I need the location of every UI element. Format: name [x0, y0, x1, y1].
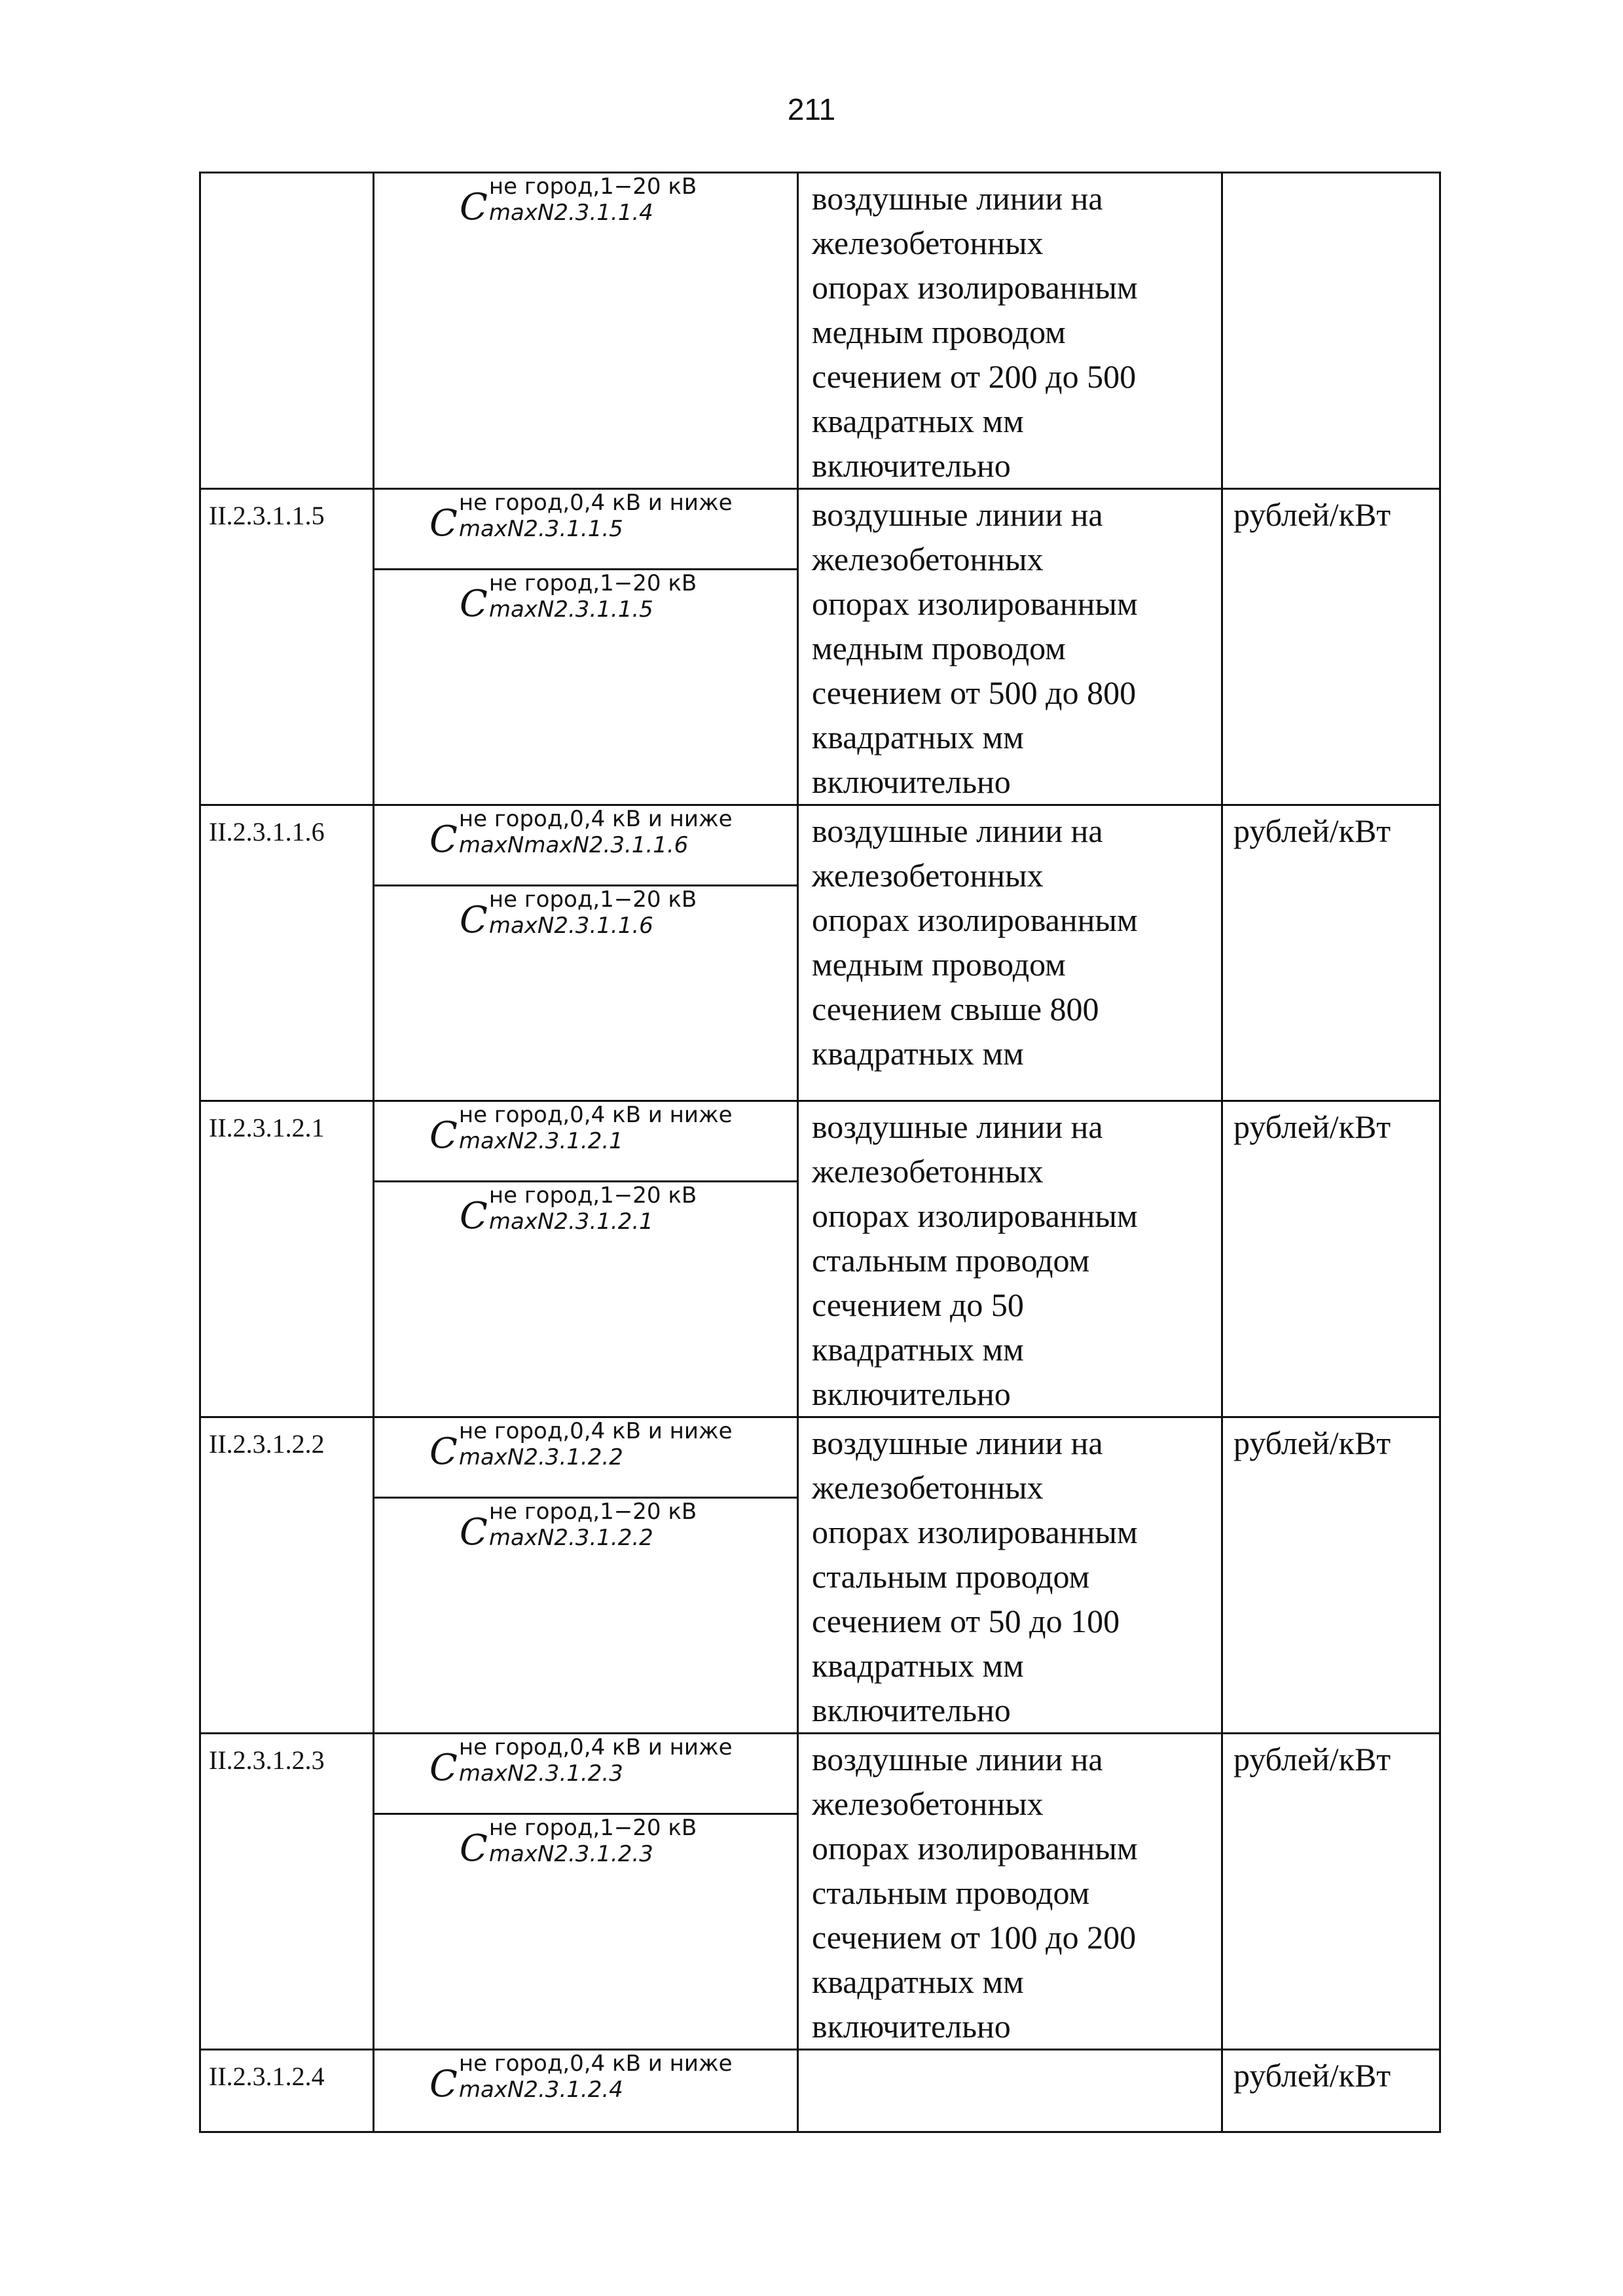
formula-superscript: не город,1−20 кВ — [488, 1815, 697, 1841]
description-line: включительно — [812, 2008, 1011, 2045]
row-unit: рублей/кВт — [1222, 489, 1440, 805]
description-line: опорах изолированным — [812, 269, 1138, 306]
tariff-table — [199, 172, 1441, 2133]
formula-superscript: не город,1−20 кВ — [488, 1182, 697, 1209]
formula — [374, 490, 797, 568]
formula-symbol: C — [429, 1114, 458, 1157]
description-line: воздушные линии на — [812, 1741, 1103, 1777]
formula-symbol: C — [429, 818, 458, 861]
formula — [374, 1102, 797, 1180]
formula-subscript: maxN2.3.1.2.3 — [458, 1760, 623, 1787]
table-row — [200, 1101, 1440, 1417]
formula-superscript: не город,0,4 кВ и ниже — [458, 1734, 733, 1760]
table-row — [200, 173, 1440, 489]
row-code: II.2.3.1.2.3 — [200, 1734, 374, 2050]
description-line: квадратных мм — [812, 1963, 1024, 2000]
formula — [374, 1418, 797, 1497]
description-line: включительно — [812, 1692, 1011, 1728]
table-row — [200, 489, 1440, 805]
description-line: железобетонных — [812, 1785, 1044, 1822]
row-unit: рублей/кВт — [1222, 1417, 1440, 1734]
row-description — [798, 805, 1222, 1101]
description-line: сечением от 500 до 800 — [812, 674, 1137, 711]
formula-superscript: не город,1−20 кВ — [488, 1499, 697, 1525]
description-line: воздушные линии на — [812, 496, 1103, 533]
description-line: включительно — [812, 763, 1011, 800]
formula-symbol: C — [429, 502, 458, 545]
formula-superscript: не город,0,4 кВ и ниже — [458, 490, 733, 516]
description-line: квадратных мм — [812, 1035, 1024, 1072]
formula-subscript: maxN2.3.1.2.2 — [458, 1444, 623, 1470]
formula-cell — [374, 1101, 798, 1417]
description-line: опорах изолированным — [812, 1830, 1138, 1867]
formula-cell — [374, 805, 798, 1101]
description-line: железобетонных — [812, 225, 1044, 261]
formula-subscript: maxN2.3.1.2.3 — [488, 1841, 653, 1867]
formula — [374, 1813, 797, 1887]
description-line: опорах изолированным — [812, 1514, 1138, 1550]
formula — [374, 173, 797, 246]
description-line: железобетонных — [812, 1469, 1044, 1506]
table-body — [200, 173, 1440, 2132]
formula-subscript: maxN2.3.1.2.1 — [488, 1209, 653, 1235]
row-description — [798, 173, 1222, 489]
formula — [374, 806, 797, 884]
row-unit: рублей/кВт — [1222, 1734, 1440, 2050]
row-unit: рублей/кВт — [1222, 1101, 1440, 1417]
row-unit: рублей/кВт — [1222, 2050, 1440, 2132]
formula-subscript: maxN2.3.1.2.4 — [458, 2077, 623, 2103]
description-line: стальным проводом — [812, 1874, 1090, 1911]
description-line: стальным проводом — [812, 1242, 1090, 1279]
row-unit — [1222, 173, 1440, 489]
description-line: воздушные линии на — [812, 180, 1103, 217]
row-code: II.2.3.1.2.1 — [200, 1101, 374, 1417]
row-code — [200, 173, 374, 489]
description-line: включительно — [812, 1376, 1011, 1412]
description-line: включительно — [812, 447, 1011, 484]
formula — [374, 884, 797, 958]
description-line: железобетонных — [812, 1153, 1044, 1190]
formula-symbol: C — [460, 1195, 488, 1237]
formula — [374, 1497, 797, 1571]
row-description — [798, 1417, 1222, 1734]
description-line: медным проводом — [812, 630, 1066, 666]
formula-symbol: C — [429, 1430, 458, 1473]
table-row — [200, 805, 1440, 1101]
formula-symbol: C — [460, 899, 488, 941]
row-description — [798, 1101, 1222, 1417]
table-row — [200, 2050, 1440, 2132]
description-line: воздушные линии на — [812, 1108, 1103, 1145]
formula-superscript: не город,1−20 кВ — [488, 886, 697, 913]
description-line: квадратных мм — [812, 1331, 1024, 1368]
formula-subscript: maxN2.3.1.1.4 — [488, 200, 653, 226]
description-line: сечением до 50 — [812, 1286, 1024, 1323]
description-line: медным проводом — [812, 946, 1066, 983]
formula-superscript: не город,1−20 кВ — [488, 173, 697, 200]
formula-symbol: C — [460, 1827, 488, 1870]
row-code: II.2.3.1.1.5 — [200, 489, 374, 805]
formula-superscript: не город,0,4 кВ и ниже — [458, 2050, 733, 2077]
formula-superscript: не город,1−20 кВ — [488, 570, 697, 596]
formula-subscript: maxNmaxN2.3.1.1.6 — [458, 832, 689, 858]
table-row — [200, 1417, 1440, 1734]
formula-symbol: C — [429, 1747, 458, 1789]
formula-superscript: не город,0,4 кВ и ниже — [458, 1102, 733, 1128]
formula-superscript: не город,0,4 кВ и ниже — [458, 806, 733, 832]
description-line: опорах изолированным — [812, 1197, 1138, 1234]
description-line: железобетонных — [812, 857, 1044, 894]
formula-symbol: C — [460, 1511, 488, 1554]
formula-cell — [374, 173, 798, 489]
table-row — [200, 1734, 1440, 2050]
row-code: II.2.3.1.2.4 — [200, 2050, 374, 2132]
formula-subscript: maxN2.3.1.1.6 — [488, 913, 653, 939]
row-description — [798, 489, 1222, 805]
formula — [374, 1734, 797, 1813]
formula — [374, 2050, 797, 2123]
description-line: сечением от 50 до 100 — [812, 1603, 1120, 1639]
formula-symbol: C — [460, 186, 488, 228]
description-line: воздушные линии на — [812, 1425, 1103, 1461]
description-line: сечением от 200 до 500 — [812, 358, 1137, 395]
description-line: опорах изолированным — [812, 902, 1138, 938]
formula-cell — [374, 2050, 798, 2132]
description-line: воздушные линии на — [812, 812, 1103, 849]
description-line: железобетонных — [812, 541, 1044, 577]
description-line: сечением свыше 800 — [812, 991, 1099, 1027]
formula-subscript: maxN2.3.1.2.1 — [458, 1128, 623, 1154]
description-line: опорах изолированным — [812, 585, 1138, 622]
page-number: 211 — [787, 92, 836, 126]
formula-cell — [374, 1417, 798, 1734]
row-unit: рублей/кВт — [1222, 805, 1440, 1101]
description-line: квадратных мм — [812, 719, 1024, 756]
row-code: II.2.3.1.1.6 — [200, 805, 374, 1101]
row-code: II.2.3.1.2.2 — [200, 1417, 374, 1734]
formula-symbol: C — [460, 583, 488, 625]
formula-subscript: maxN2.3.1.1.5 — [458, 516, 623, 542]
formula-superscript: не город,0,4 кВ и ниже — [458, 1418, 733, 1444]
description-line: медным проводом — [812, 314, 1066, 350]
formula-symbol: C — [429, 2063, 458, 2105]
formula — [374, 568, 797, 642]
formula-cell — [374, 489, 798, 805]
description-line: квадратных мм — [812, 1647, 1024, 1684]
row-description — [798, 1734, 1222, 2050]
row-description — [798, 2050, 1222, 2132]
formula — [374, 1180, 797, 1254]
description-line: стальным проводом — [812, 1558, 1090, 1595]
formula-subscript: maxN2.3.1.2.2 — [488, 1525, 653, 1551]
description-line: сечением от 100 до 200 — [812, 1919, 1137, 1956]
description-line: квадратных мм — [812, 403, 1024, 439]
formula-cell — [374, 1734, 798, 2050]
formula-subscript: maxN2.3.1.1.5 — [488, 596, 653, 623]
